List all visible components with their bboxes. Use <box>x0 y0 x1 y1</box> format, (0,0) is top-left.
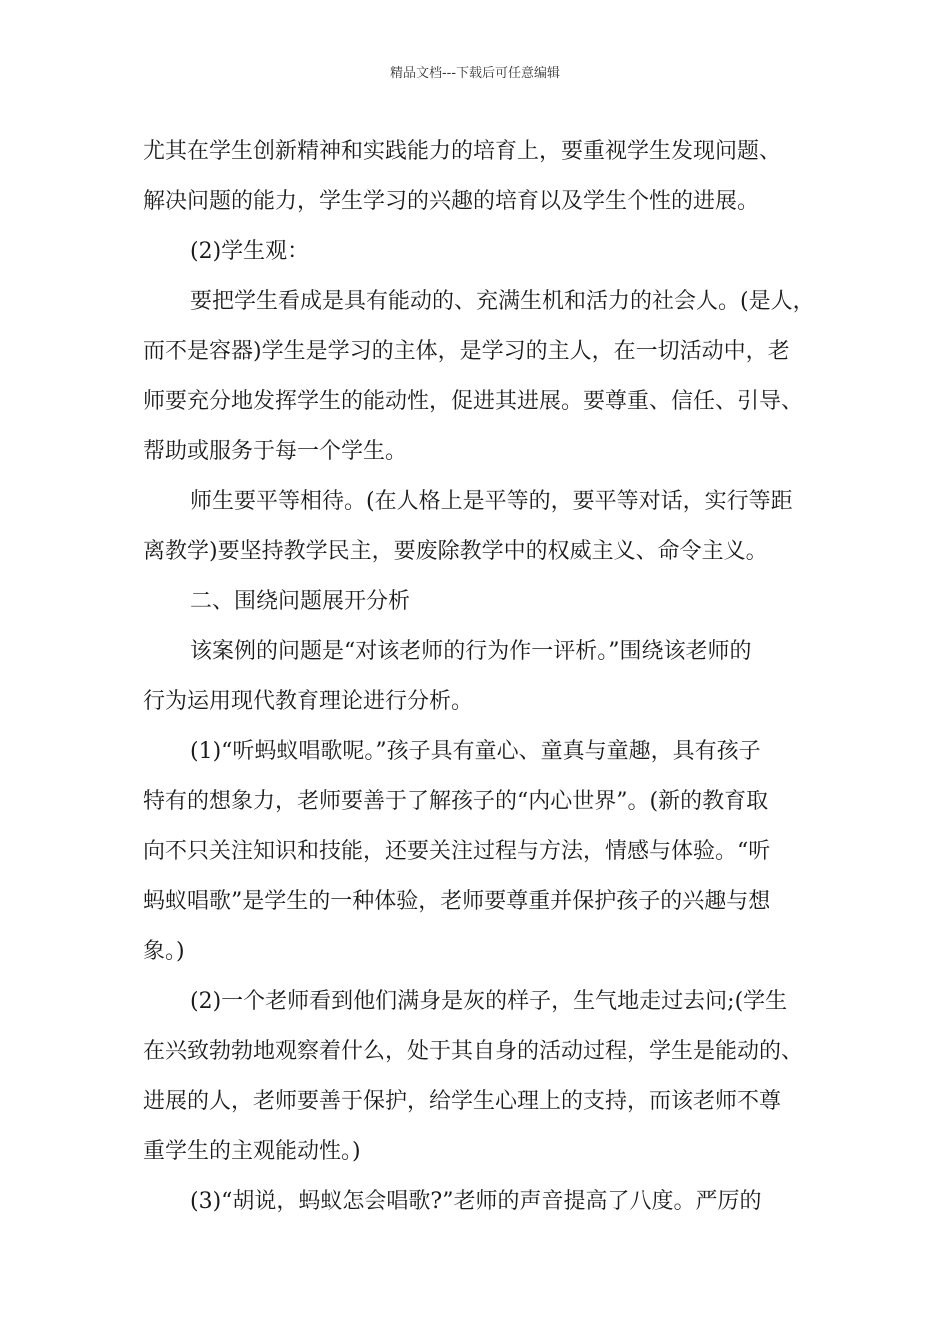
text-line: 向不只关注知识和技能，还要关注过程与方法，情感与体验。“听 <box>143 839 771 864</box>
text-line: 特有的想象力，老师要善于了解孩子的“内心世界”。(新的教育取 <box>143 789 769 814</box>
page-header: 精品文档---下载后可任意编辑 <box>389 66 561 81</box>
text-line: 要把学生看成是具有能动的、充满生机和活力的社会人。(是人， <box>190 289 815 314</box>
text-line: 师生要平等相待。(在人格上是平等的，要平等对话，实行等距 <box>190 489 793 514</box>
text-line: 行为运用现代教育理论进行分析。 <box>143 689 474 714</box>
text-line: 进展的人，老师要善于保护，给学生心理上的支持，而该老师不尊 <box>143 1089 782 1114</box>
text-line: 蚂蚁唱歌”是学生的一种体验，老师要尊重并保护孩子的兴趣与想 <box>143 889 771 914</box>
text-line: 离教学)要坚持教学民主，要废除教学中的权威主义、命令主义。 <box>143 539 768 564</box>
text-line: 帮助或服务于每一个学生。 <box>143 439 408 464</box>
text-line: 尤其在学生创新精神和实践能力的培育上，要重视学生发现问题、 <box>143 139 782 164</box>
text-line: (2)学生观： <box>190 239 310 264</box>
text-line: (1)“听蚂蚁唱歌呢。”孩子具有童心、童真与童趣，具有孩子 <box>190 739 761 764</box>
text-line: (2)一个老师看到他们满身是灰的样子，生气地走过去问;(学生 <box>190 989 788 1014</box>
document-body <box>143 127 813 1227</box>
text-line: 象。) <box>143 939 185 964</box>
text-line: 二、围绕问题展开分析 <box>190 589 411 614</box>
text-line: 重学生的主观能动性。) <box>143 1139 361 1164</box>
text-line: 解决问题的能力，学生学习的兴趣的培育以及学生个性的进展。 <box>143 189 760 214</box>
text-line: 该案例的问题是“对该老师的行为作一评析。”围绕该老师的 <box>190 639 752 664</box>
text-line: 在兴致勃勃地观察着什么，处于其自身的活动过程，学生是能动的、 <box>143 1039 804 1064</box>
text-line: (3)“胡说，蚂蚁怎会唱歌?”老师的声音提高了八度。严厉的 <box>190 1189 762 1214</box>
text-line: 师要充分地发挥学生的能动性，促进其进展。要尊重、信任、引导、 <box>143 389 804 414</box>
text-line: 而不是容器)学生是学习的主体，是学习的主人，在一切活动中，老 <box>143 339 790 364</box>
